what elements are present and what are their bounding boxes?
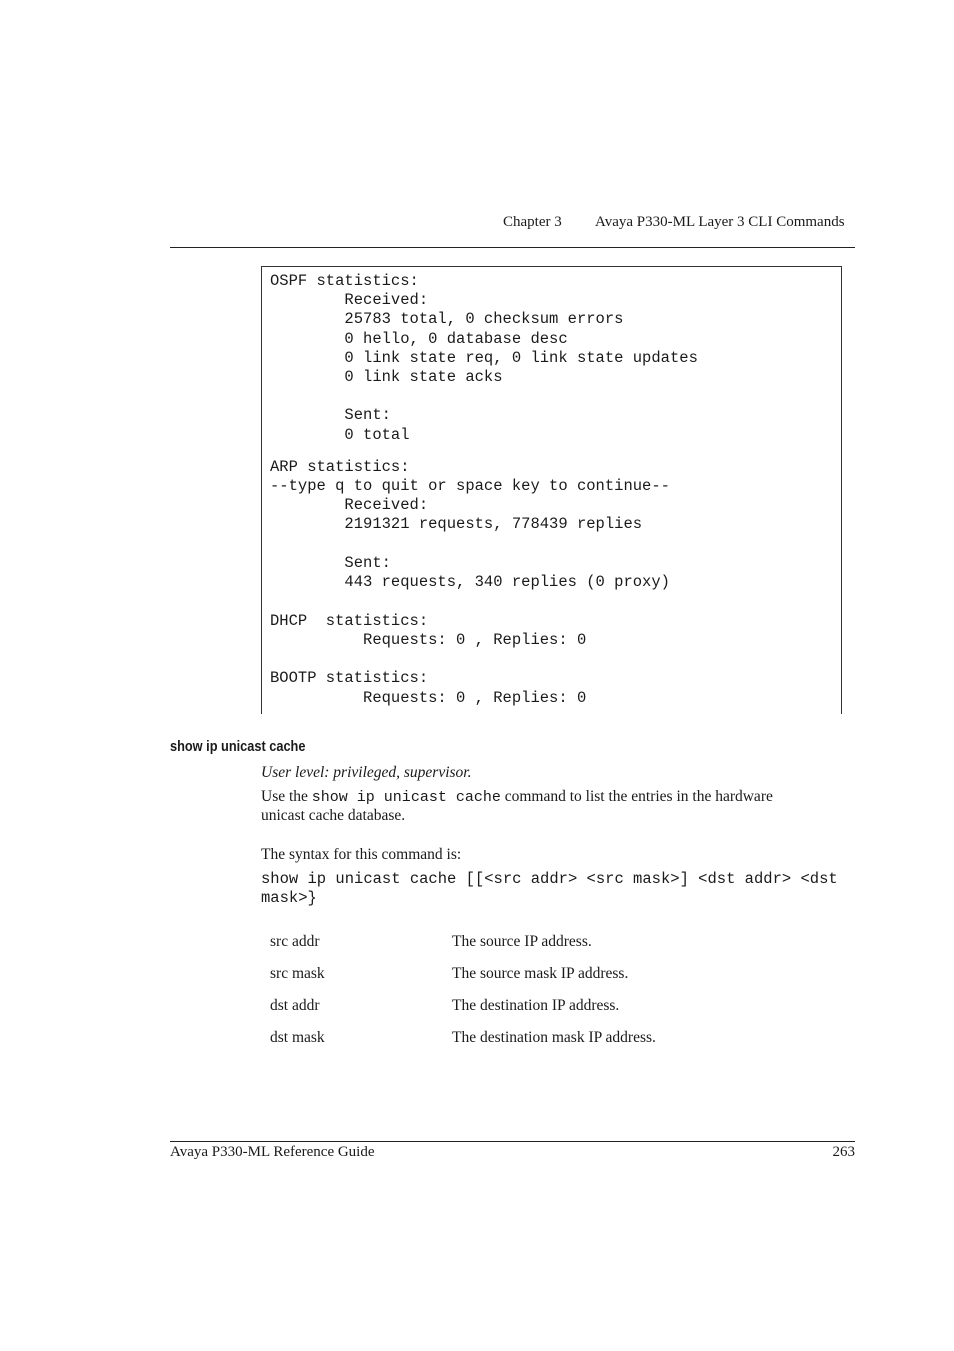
code-line: OSPF statistics: [270, 272, 419, 290]
param-name: dst addr [270, 997, 320, 1014]
code-line: 0 total [270, 426, 410, 444]
code-line: Sent: [270, 406, 391, 424]
description-prefix: Use the [261, 788, 308, 805]
code-line: Received: [270, 291, 429, 309]
footer-guide-title: Avaya P330-ML Reference Guide [170, 1144, 375, 1160]
description-line-2: unicast cache database. [261, 807, 406, 824]
header-title: Avaya P330-ML Layer 3 CLI Commands [595, 214, 845, 230]
header-rule [170, 247, 855, 248]
code-line: BOOTP statistics: [270, 669, 429, 687]
param-description: The destination IP address. [452, 997, 620, 1014]
code-line: 0 hello, 0 database desc [270, 330, 568, 348]
code-line: ARP statistics: [270, 458, 410, 476]
code-line: Sent: [270, 554, 391, 572]
param-name: src addr [270, 933, 320, 950]
code-line: Requests: 0 , Replies: 0 [270, 631, 587, 649]
footer-rule [170, 1141, 855, 1142]
description-line-1 [261, 787, 773, 807]
code-line: DHCP statistics: [270, 612, 429, 630]
page-number: 263 [832, 1144, 855, 1160]
param-description: The source IP address. [452, 933, 592, 950]
code-line: 2191321 requests, 778439 replies [270, 515, 643, 533]
param-description: The source mask IP address. [452, 965, 629, 982]
code-line: --type q to quit or space key to continue-- [270, 477, 670, 495]
user-level: User level: privileged, supervisor. [261, 764, 472, 781]
code-line: Requests: 0 , Replies: 0 [270, 689, 587, 707]
param-name: src mask [270, 965, 325, 982]
syntax-intro: The syntax for this command is: [261, 846, 462, 863]
section-heading: show ip unicast cache [170, 739, 306, 755]
code-line: 0 link state acks [270, 368, 503, 386]
param-name: dst mask [270, 1029, 325, 1046]
param-description: The destination mask IP address. [452, 1029, 656, 1046]
code-line: Received: [270, 496, 429, 514]
description-suffix: command to list the entries in the hardware [504, 788, 773, 805]
code-line: 0 link state req, 0 link state updates [270, 349, 698, 367]
header-chapter: Chapter 3 [503, 214, 562, 230]
syntax-line-2: mask>} [261, 889, 317, 907]
code-line: 25783 total, 0 checksum errors [270, 310, 624, 328]
syntax-line-1: show ip unicast cache [[<src addr> <src mask>] <dst addr> <dst [261, 870, 838, 888]
code-line: 443 requests, 340 replies (0 proxy) [270, 573, 670, 591]
inline-command: show ip unicast cache [311, 789, 501, 806]
